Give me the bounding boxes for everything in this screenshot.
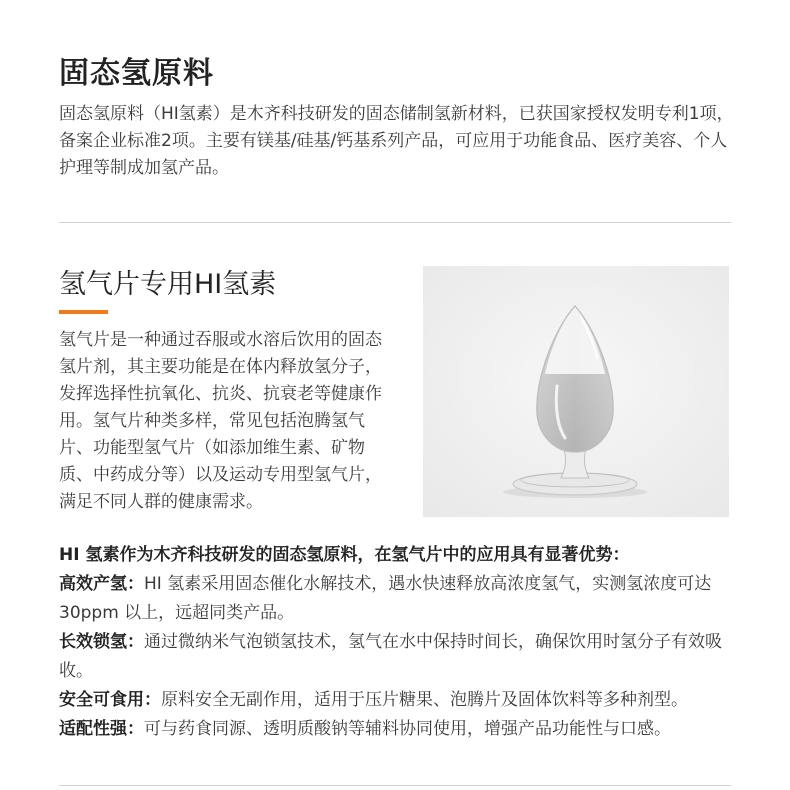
advantage-label: 高效产氢：	[59, 574, 144, 594]
intro-paragraph: 固态氢原料（HI氢素）是木齐科技研发的固态储制氢新材料，已获国家授权发明专利1项，备案企业标准2项。主要有镁基/硅基/钙基系列产品，可应用于功能食品、医疗美容、个人护理等制成加氢产品。	[59, 104, 734, 178]
subsection-description: 氢气片是一种通过吞服或水溶后饮用的固态氢片剂，其主要功能是在体内释放氢分子，发挥选择性抗氧化、抗炎、抗衰老等健康作用。氢气片种类多样，常见包括泡腾氢气片、功能型氢气片（如添加维生素、矿物质、中药成分等）以及运动专用型氢气片，满足不同人群的健康需求。	[59, 330, 382, 512]
advantage-label: 安全可食用：	[59, 690, 161, 710]
advantage-text: HI 氢素采用固态催化水解技术，遇水快速释放高浓度氢气，实测氢浓度可达 30ppm 以上，远超同类产品。	[59, 574, 712, 623]
page-title: 固态氢原料	[59, 56, 214, 91]
advantage-item	[59, 570, 739, 628]
advantage-item	[59, 686, 739, 715]
section-divider	[59, 222, 731, 223]
advantage-item	[59, 715, 739, 744]
product-image	[423, 266, 729, 517]
section-divider	[59, 785, 731, 786]
advantages-section	[59, 541, 739, 744]
advantage-text: 可与药食同源、透明质酸钠等辅料协同使用，增强产品功能性与口感。	[144, 719, 671, 739]
flask-illustration	[423, 266, 729, 517]
advantage-item	[59, 628, 739, 686]
advantage-label: 长效锁氢：	[59, 632, 144, 652]
title-accent-bar	[59, 310, 108, 314]
advantage-label: 适配性强：	[59, 719, 144, 739]
advantages-heading: HI 氢素作为木齐科技研发的固态氢原料，在氢气片中的应用具有显著优势：	[59, 545, 630, 565]
advantage-text: 通过微纳米气泡锁氢技术，氢气在水中保持时间长，确保饮用时氢分子有效吸收。	[59, 632, 722, 681]
advantage-text: 原料安全无副作用，适用于压片糖果、泡腾片及固体饮料等多种剂型。	[161, 690, 688, 710]
subsection-title: 氢气片专用HI氢素	[59, 269, 277, 300]
